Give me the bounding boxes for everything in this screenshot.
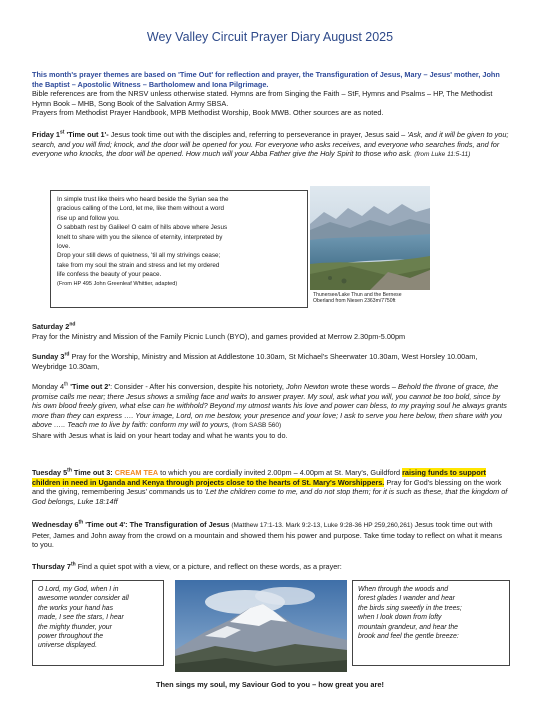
saturday-entry [32, 322, 510, 341]
poem-line: the works your hand has [38, 604, 114, 612]
friday-reference: (from Luke 11:5-11) [414, 151, 471, 159]
saturday-day: Saturday 2nd [32, 321, 76, 331]
poem-line: In simple trust like theirs who heard beside the Syrian sea the [57, 196, 229, 203]
monday-name: John Newton [285, 382, 329, 391]
lake-thun-photo [310, 186, 430, 290]
monday-day: Monday 4th [32, 381, 69, 391]
tuesday-text2: Pray for God's blessing on the work and the giving, remembering Jesus' commands us to [32, 477, 502, 497]
tuesday-heading: Time out 3: [73, 468, 113, 477]
intro-themes: This month's prayer themes are based on 'Time Out' for reflection and prayer, the Transfiguration of Jesus, Mary – Jesus' mother, John the Baptist – Apostolic Witness – Bartholomew and Iona Pilgrimage. [32, 70, 500, 89]
friday-day: Friday 1st [32, 129, 65, 139]
intro-section [32, 70, 510, 118]
poem-source: (From HP 495 John Greenleaf Whittier, adapted) [57, 280, 178, 287]
poem-line: O sabbath rest by Galilee! O calm of hills above where Jesus [57, 224, 228, 232]
page-title: Wey Valley Circuit Prayer Diary August 2025 [146, 30, 394, 44]
wednesday-heading: 'Time out 4': The Transfiguration of Jesus [85, 520, 230, 529]
thursday-text: Find a quiet spot with a view, or a picture, and reflect on these words, as a prayer: [77, 562, 342, 571]
intro-references: Bible references are from the NRSV unless otherwise stated. Hymns are from Singing the Faith – StF, Hymns and Psalms – HP, The Methodist Hymn Book – MHB, Song Book of the Salvation Army SBSA. [32, 89, 493, 108]
saturday-text: Pray for the Ministry and Mission of the Family Picnic Lunch (BYO), and games provided at Merrow 2.30pm-5.00pm [32, 331, 406, 341]
wednesday-references: (Matthew 17:1-13. Mark 9:2-13, Luke 9:28-36 HP 259,260,261) [231, 522, 413, 529]
poem-line: forest glades I wander and hear [358, 595, 455, 603]
poem-box-how-great-left [32, 580, 164, 666]
mountain-photo [175, 580, 347, 672]
poem-line: the birds sing sweetly in the trees; [358, 604, 462, 612]
poem-line: mountain grandeur, and hear the [358, 623, 458, 631]
poem-line: gracious calling of the Lord, let me, like them without a word [57, 205, 224, 213]
lake-photo-caption: Thunersee/Lake Thun and the Bernese Oberland from Niesen 2363m/7750ft [313, 292, 402, 305]
tuesday-reference: Luke 18:14ff [77, 496, 118, 506]
wednesday-text: Jesus took time out with Peter, James and John away from the crowd on a mountain and showed them his power and purpose. Take time today to reflect on what it means to you. [32, 520, 502, 550]
friday-entry [32, 130, 510, 160]
poem-line: O Lord, my God, when I in [38, 586, 119, 593]
poem-line: universe displayed. [38, 642, 97, 650]
monday-text2: wrote these words – [330, 382, 396, 391]
poem-line: rise up and follow you. [57, 214, 120, 222]
monday-closing: Share with Jesus what is laid on your heart today and what he wants you to do. [32, 430, 288, 440]
wednesday-entry [32, 520, 510, 550]
wednesday-day: Wednesday 6th [32, 519, 84, 529]
poem-line: awesome wonder consider all [38, 595, 129, 603]
poem-line: life confess the beauty of your peace. [57, 271, 162, 279]
tuesday-highlight: raising funds to support children in need in Uganda and Kenya through projects close to the hearts of St. Mary's Worshippers. [32, 468, 486, 487]
poem-line: power throughout the [38, 633, 104, 641]
sunday-day: Sunday 3rd [32, 351, 70, 361]
poem-line: when I look down from lofty [358, 614, 442, 622]
tuesday-day: Tuesday 5th [32, 467, 72, 477]
poem-line: love. [57, 243, 71, 251]
poem-box-simple-trust [50, 190, 308, 308]
poem-line: Drop your still dews of quietness, 'til all my strivings cease; [57, 252, 221, 260]
tuesday-quote: 'Let the children come to me, and do not stop them; for it is such as these, that the kingdom of God belongs, [32, 487, 508, 506]
monday-text: : Consider - After his conversion, despite his notoriety, [110, 382, 284, 391]
poem-box-how-great-right [352, 580, 510, 666]
final-line: Then sings my soul, my Saviour God to you – how great you are! [156, 680, 384, 689]
poem-line: the mighty thunder, your [38, 623, 112, 631]
poem-line: brook and feel the gentle breeze: [358, 633, 459, 641]
poem-line: take from my soul the strain and stress and let my ordered [57, 261, 220, 269]
thursday-entry [32, 562, 510, 572]
friday-heading: 'Time out 1'- [66, 130, 109, 139]
friday-text: Jesus took time out with the disciples and, referring to perseverance in prayer, Jesus said – [110, 130, 406, 139]
monday-quote: Behold the throne of grace, the promise calls me near; there Jesus shows a smiling face and waits to answer prayer. My soul, ask what you will, you cannot be too bold, since by his own blood freely given, what else can he withhold? Beyond my utmost wants his love and power can bless, to my praying soul he always grants more than they can express …. Your image, Lord, on me bestow, your presence and your love; I ask to serve you here below, then share with you above ….. Teach me to live by faith: conform my will to yours, [32, 382, 507, 430]
sunday-entry [32, 352, 510, 371]
sunday-text: Pray for the Worship, Ministry and Mission at Addlestone 10.30am, St Michael's Sheerwater 10.30am, West Horsley 10.00am, Weybridge 10.30am, [32, 352, 478, 371]
thursday-day: Thursday 7th [32, 561, 76, 571]
friday-quote: 'Ask, and it will be given to you; search, and you will find; knock, and the door will be opened for you. For everyone who asks receives, and everyone who searches finds, and for everyone who knocks, the door will be opened. How much will your Abba Father give the Holy Spirit to those who ask. [32, 130, 509, 159]
monday-entry [32, 382, 510, 441]
intro-prayer-sources: Prayers from Methodist Prayer Handbook, MPB Methodist Worship, Book MWB. Other sources are as noted. [32, 108, 384, 118]
cream-tea-label: CREAM TEA [114, 468, 159, 477]
monday-reference: (from SASB 560) [232, 422, 282, 430]
poem-line: When through the woods and [358, 586, 449, 593]
tuesday-entry [32, 468, 510, 506]
tuesday-text: to which you are cordially invited 2.00pm – 4.00pm at St. Mary's, Guildford [160, 468, 401, 477]
poem-line: made, I see the stars, I hear [38, 614, 124, 622]
poem-line: knelt to share with you the silence of eternity, interpreted by [57, 233, 223, 241]
monday-heading: 'Time out 2' [70, 382, 111, 391]
